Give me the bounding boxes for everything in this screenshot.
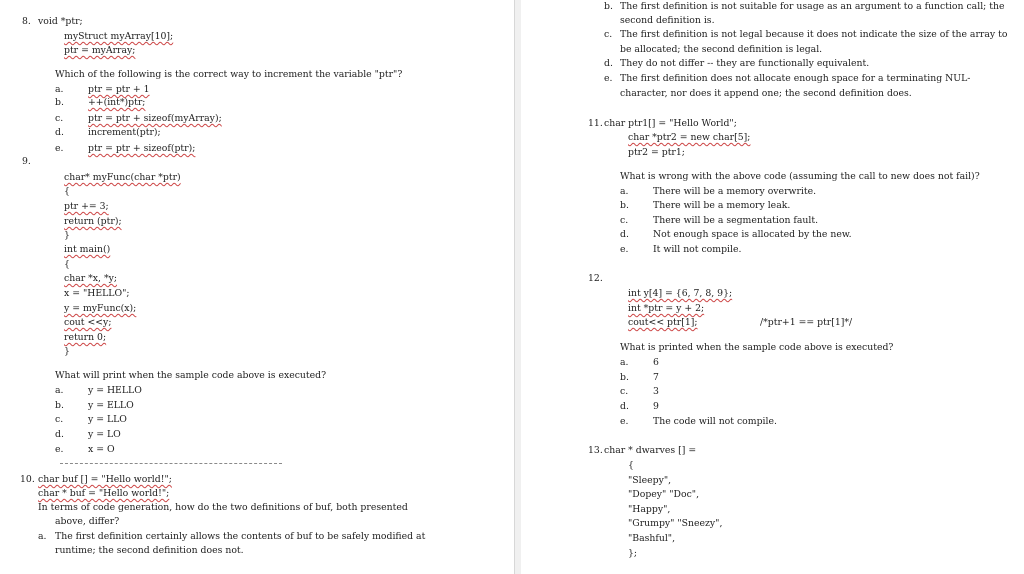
q10-option-text: runtime; the second definition does not. <box>55 545 244 556</box>
q8-option-letter: c. <box>55 113 64 124</box>
q13-code-line: }; <box>628 548 638 559</box>
q8-option-letter: b. <box>55 97 64 108</box>
q11-option-letter: a. <box>620 186 629 197</box>
q8-option-text: increment(ptr); <box>88 127 161 138</box>
q13-code-line: "Bashful", <box>628 533 676 544</box>
q9-code-line: cout <<y; <box>64 317 112 328</box>
q9-option-text: y = HELLO <box>88 385 142 396</box>
q9-option-text: y = LLO <box>88 414 127 425</box>
q10-option-letter: e. <box>604 73 613 84</box>
q9-code-line: ptr += 3; <box>64 201 109 212</box>
q12-option-text: 6 <box>653 357 659 368</box>
q9-code-line: char* myFunc(char *ptr) <box>64 172 181 183</box>
q12-option-letter: d. <box>620 401 629 412</box>
q9-option-letter: b. <box>55 400 64 411</box>
q9-code-line: int main() <box>64 244 111 255</box>
q10-option-text: The first definition is not suitable for usage as an argument to a function call; the <box>620 1 1005 12</box>
q12-code-line: int y[4] = {6, 7, 8, 9}; <box>628 288 733 299</box>
q13-code-line: "Grumpy" "Sneezy", <box>628 518 723 529</box>
q9-code-line: char *x, *y; <box>64 273 117 284</box>
q10-option-letter: b. <box>604 1 613 12</box>
q9-number: 9. <box>22 156 31 167</box>
q10-number: 10. <box>20 474 35 485</box>
q12-option-letter: c. <box>620 386 629 397</box>
q8-code-line: ptr = myArray; <box>64 45 136 56</box>
q8-code-line: myStruct myArray[10]; <box>64 31 174 42</box>
q9-code-line: } <box>64 346 70 357</box>
q12-comment: /*ptr+1 == ptr[1]*/ <box>760 317 853 328</box>
q13-code-head: char * dwarves [] = <box>604 445 697 456</box>
q10-option-letter: a. <box>38 531 47 542</box>
q9-code-line: } <box>64 230 70 241</box>
q12-option-text: 9 <box>653 401 659 412</box>
q9-code-line: y = myFunc(x); <box>64 303 137 314</box>
q10-code-line: char * buf = "Hello world!"; <box>38 488 170 499</box>
q11-code-line: char *ptr2 = new char[5]; <box>628 132 751 143</box>
q10-option-text: character, nor does it append one; the second definition does. <box>620 88 912 99</box>
q10-question-line: In terms of code generation, how do the two definitions of buf, both presented <box>38 502 408 513</box>
q13-code-line: "Happy", <box>628 504 671 515</box>
q10-code-line: char buf [] = "Hello world!"; <box>38 474 172 485</box>
q11-option-text: There will be a segmentation fault. <box>653 215 819 226</box>
q12-option-letter: a. <box>620 357 629 368</box>
q8-question: Which of the following is the correct way to increment the variable "ptr"? <box>55 69 403 80</box>
q12-code-line: cout<< ptr[1]; <box>628 317 698 328</box>
q10-option-text: be allocated; the second definition is legal. <box>620 44 823 55</box>
q8-option-text: ++(int*)ptr; <box>88 97 146 108</box>
q12-number: 12. <box>588 273 603 284</box>
q12-option-text: 7 <box>653 372 659 383</box>
q11-option-text: There will be a memory overwrite. <box>653 186 817 197</box>
q12-code-line: int *ptr = y + 2; <box>628 303 705 314</box>
q12-option-text: 3 <box>653 386 659 397</box>
q9-code-line: return (ptr); <box>64 216 122 227</box>
q9-option-letter: c. <box>55 414 64 425</box>
q10-option-text: The first definition certainly allows the contents of buf to be safely modified at <box>55 531 426 542</box>
q9-option-text: y = LO <box>88 429 121 440</box>
q9-code-line: x = "HELLO"; <box>64 288 130 299</box>
q13-code-line: { <box>628 460 634 471</box>
q9-code-line: { <box>64 186 70 197</box>
q9-option-letter: e. <box>55 444 64 455</box>
q11-question: What is wrong with the above code (assuming the call to new does not fail)? <box>620 171 980 182</box>
q12-question: What is printed when the sample code above is executed? <box>620 342 894 353</box>
q10-option-text: The first definition is not legal because it does not indicate the size of the array to <box>620 29 1008 40</box>
q10-question-line: above, differ? <box>55 516 120 527</box>
q8-number: 8. <box>22 16 31 27</box>
q8-option-text: ptr = ptr + sizeof(myArray); <box>88 113 222 124</box>
q8-option-letter: e. <box>55 143 64 154</box>
q9-option-text: y = ELLO <box>88 400 134 411</box>
q12-option-letter: e. <box>620 416 629 427</box>
q8-option-text: ptr = ptr + 1 <box>88 84 150 95</box>
q12-option-letter: b. <box>620 372 629 383</box>
q11-option-text: Not enough space is allocated by the new. <box>653 229 852 240</box>
q10-option-letter: c. <box>604 29 613 40</box>
q11-option-text: There will be a memory leak. <box>653 200 791 211</box>
q10-option-text: second definition is. <box>620 15 715 26</box>
q11-option-text: It will not compile. <box>653 244 742 255</box>
q11-option-letter: e. <box>620 244 629 255</box>
q9-code-line: return 0; <box>64 332 107 343</box>
q9-option-letter: a. <box>55 385 64 396</box>
q13-code-line: "Sleepy", <box>628 475 672 486</box>
section-divider <box>60 463 282 464</box>
q11-option-letter: c. <box>620 215 629 226</box>
q8-code-line: void *ptr; <box>38 16 83 27</box>
right-page <box>521 0 1024 574</box>
q13-code-line: "Dopey" "Doc", <box>628 489 700 500</box>
q9-option-text: x = O <box>88 444 115 455</box>
q11-code-line: ptr2 = ptr1; <box>628 147 685 158</box>
q8-option-text: ptr = ptr + sizeof(ptr); <box>88 143 196 154</box>
q11-number: 11. <box>588 118 603 129</box>
q12-option-text: The code will not compile. <box>653 416 777 427</box>
q11-code-line: char ptr1[] = "Hello World"; <box>604 118 737 129</box>
q9-question: What will print when the sample code above is executed? <box>55 370 327 381</box>
q9-code-line: { <box>64 259 70 270</box>
q8-option-letter: d. <box>55 127 64 138</box>
q13-number: 13. <box>588 445 603 456</box>
q8-option-letter: a. <box>55 84 64 95</box>
q11-option-letter: d. <box>620 229 629 240</box>
q11-option-letter: b. <box>620 200 629 211</box>
q10-option-letter: d. <box>604 58 613 69</box>
q10-option-text: They do not differ -- they are functionally equivalent. <box>620 58 870 69</box>
q10-option-text: The first definition does not allocate enough space for a terminating NUL- <box>620 73 971 84</box>
q9-option-letter: d. <box>55 429 64 440</box>
